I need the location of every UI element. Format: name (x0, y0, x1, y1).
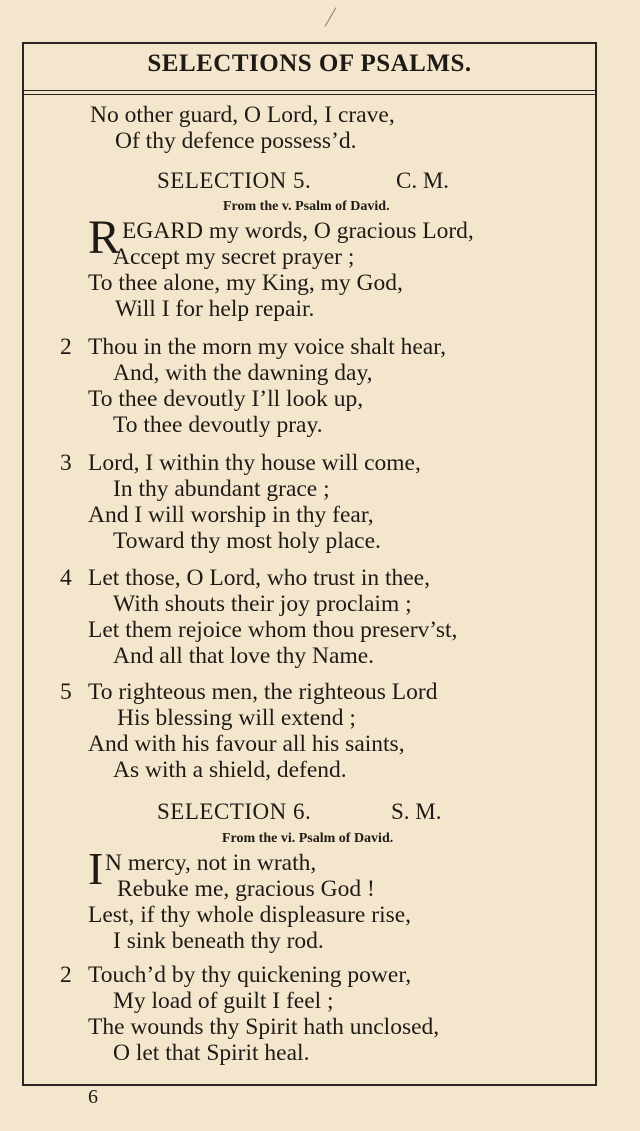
verse-line: To thee devoutly I’ll look up, (88, 386, 364, 412)
selection-6-title: SELECTION 6. (157, 799, 312, 824)
carryover-line-1: No other guard, O Lord, I crave, (90, 102, 395, 128)
page-border-left (22, 42, 24, 1086)
verse-line: Touch’d by thy quickening power, (88, 962, 412, 988)
verse-line: The wounds thy Spirit hath unclosed, (88, 1014, 440, 1040)
verse-line: Rebuke me, gracious God ! (117, 876, 375, 902)
verse-line: O let that Spirit heal. (113, 1040, 310, 1066)
verse-number: 3 (60, 450, 72, 476)
verse-line: As with a shield, defend. (113, 757, 347, 783)
page-border-bottom (22, 1084, 597, 1086)
verse-number: 2 (60, 962, 72, 988)
verse-line: Lord, I within thy house will come, (88, 450, 421, 476)
selection-6-meter: S. M. (391, 799, 442, 824)
verse-line: My load of guilt I feel ; (113, 988, 334, 1014)
verse-line: N mercy, not in wrath, (105, 850, 317, 876)
pencil-mark (325, 7, 337, 27)
drop-cap: R (88, 211, 121, 264)
verse-line: And I will worship in thy fear, (88, 502, 374, 528)
verse-line: Accept my secret prayer ; (113, 244, 355, 270)
verse-line: Let them rejoice whom thou preserv’st, (88, 617, 458, 643)
page-number: 6 (88, 1086, 98, 1108)
verse-number: 2 (60, 334, 72, 360)
header-rule (22, 90, 597, 95)
verse-line: His blessing will extend ; (117, 705, 356, 731)
page-border-right (595, 42, 597, 1086)
verse-line: To righteous men, the righteous Lord (88, 679, 438, 705)
verse-line: Lest, if thy whole displeasure rise, (88, 902, 412, 928)
verse-line: To thee alone, my King, my God, (88, 270, 403, 296)
verse-line: Toward thy most holy place. (113, 528, 381, 554)
page-border-top (22, 42, 597, 44)
selection-5-source: From the v. Psalm of David. (223, 199, 390, 214)
verse-line: Will I for help repair. (115, 296, 315, 322)
verse-line: And all that love thy Name. (113, 643, 375, 669)
verse-line: And, with the dawning day, (113, 360, 373, 386)
carryover-line-2: Of thy defence possess’d. (115, 128, 357, 154)
verse-line: And with his favour all his saints, (88, 731, 405, 757)
verse-line: EGARD my words, O gracious Lord, (122, 218, 474, 244)
verse-line: Thou in the morn my voice shalt hear, (88, 334, 446, 360)
selection-5-title: SELECTION 5. (157, 168, 312, 193)
selection-6-source: From the vi. Psalm of David. (222, 831, 394, 846)
verse-line: Let those, O Lord, who trust in thee, (88, 565, 430, 591)
verse-line: To thee devoutly pray. (113, 412, 323, 438)
running-head: SELECTIONS OF PSALMS. (147, 50, 472, 77)
selection-5-meter: C. M. (396, 168, 450, 193)
verse-number: 4 (60, 565, 72, 591)
verse-line: With shouts their joy proclaim ; (113, 591, 412, 617)
verse-number: 5 (60, 679, 72, 705)
verse-line: I sink beneath thy rod. (113, 928, 324, 954)
drop-cap: I (88, 843, 104, 894)
verse-line: In thy abundant grace ; (113, 476, 330, 502)
